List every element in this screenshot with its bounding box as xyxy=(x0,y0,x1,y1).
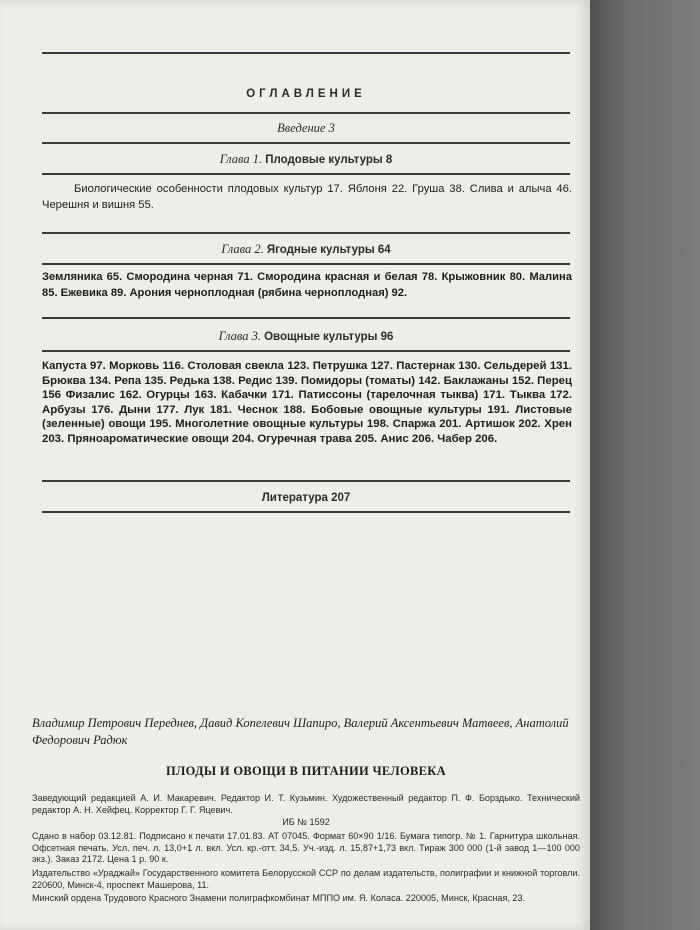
divider-line xyxy=(42,350,570,352)
chapter-3-title: Овощные культуры 96 xyxy=(264,331,394,343)
editors-info: Заведующий редакцией А. И. Макаревич. Редактор И. Т. Кузьмин. Художественный редактор П. Ф. Борздыко. Технический редактор А. Н. Хейфец. Корректор Г. Г. Яцевич. xyxy=(32,793,580,815)
printer-info: Минский ордена Трудового Красного Знамени полиграфкомбинат МППО им. Я. Коласа. 220005, Минск, Красная, 23. xyxy=(32,893,526,903)
literature-heading xyxy=(42,490,570,505)
divider-line xyxy=(42,263,570,265)
toc-title: ОГЛАВЛЕНИЕ xyxy=(246,88,366,100)
literature-title: Литература 207 xyxy=(261,492,351,504)
divider-line xyxy=(42,173,570,175)
chapter-3-label: Глава 3. xyxy=(218,329,261,343)
divider-line xyxy=(42,52,570,54)
chapter-2-heading xyxy=(42,242,570,257)
publisher-info: Издательство «Ураджай» Государственного комитета Белорусской ССР по делам издательств, полиграфии и книжной торговли. 220600, Минск-4, проспект Машерова, 11. xyxy=(32,868,580,890)
book-title: ПЛОДЫ И ОВОЩИ В ПИТАНИИ ЧЕЛОВЕКА xyxy=(165,764,447,778)
toc-intro xyxy=(42,121,570,136)
divider-line xyxy=(42,232,570,234)
chapter-1-label: Глава 1. xyxy=(219,152,263,166)
chapter-2-label: Глава 2. xyxy=(221,242,264,256)
authors: Владимир Петрович Переднев, Давид Копелевич Шапиро, Валерий Аксентьевич Матвеев, Анатолий Федорович Радюк xyxy=(32,716,569,747)
divider-line xyxy=(42,142,570,144)
intro-label: Введение 3 xyxy=(277,121,335,135)
divider-line xyxy=(42,317,570,319)
print-info: Сдано в набор 03.12.81. Подписано к печати 17.01.83. АТ 07045. Формат 60×90 1/16. Бумага типогр. № 1. Гарнитура школьная. Офсетная печать. Усл. печ. л. 13,0+1 л. вкл. Усл. кр.-отт. 34,5. Уч.-изд. л. 15,87+1,73 вкл. Тираж 300 000 (1-й завод 1—100 000 экз.). Заказ 2172. Цена 1 р. 90 к. xyxy=(32,831,580,864)
divider-line xyxy=(42,480,570,482)
divider-line xyxy=(42,511,570,513)
chapter-3-heading xyxy=(42,329,570,344)
chapter-1-title: Плодовые культуры 8 xyxy=(265,154,393,166)
chapter-2-contents: Земляника 65. Смородина черная 71. Смородина красная и белая 78. Крыжовник 80. Малина 85. Ежевика 89. Арония черноплодная (рябина черноплодная) 92. xyxy=(42,271,572,299)
ib-number: ИБ № 1592 xyxy=(282,817,330,827)
chapter-3-contents: Капуста 97. Морковь 116. Столовая свекла 123. Петрушка 127. Пастернак 130. Сельдерей 131. Брюква 134. Репа 135. Редька 138. Редис 139. Помидоры (томаты) 142. Баклажаны 152. Перец 156 Физалис 162. Огурцы 163. Кабачки 171. Патиссоны (тарелочная тыква) 171. Тыква 172. Арбузы 176. Дыни 177. Лук 181. Чеснок 188. Бобовые овощные культуры 191. Листовые (зеленные) овощи 195. Многолетние овощные культуры 198. Спаржа 201. Артишок 202. Хрен 203. Пряноароматические овощи 204. Огуречная трава 205. Анис 206. Чабер 206. xyxy=(42,360,572,445)
background-surface xyxy=(590,0,700,930)
chapter-1-heading xyxy=(42,152,570,167)
divider-line xyxy=(42,112,570,114)
chapter-2-title: Ягодные культуры 64 xyxy=(266,244,391,256)
chapter-1-contents: Биологические особенности плодовых культур 17. Яблоня 22. Груша 38. Слива и алыча 46. Черешня и вишня 55. xyxy=(42,183,572,211)
